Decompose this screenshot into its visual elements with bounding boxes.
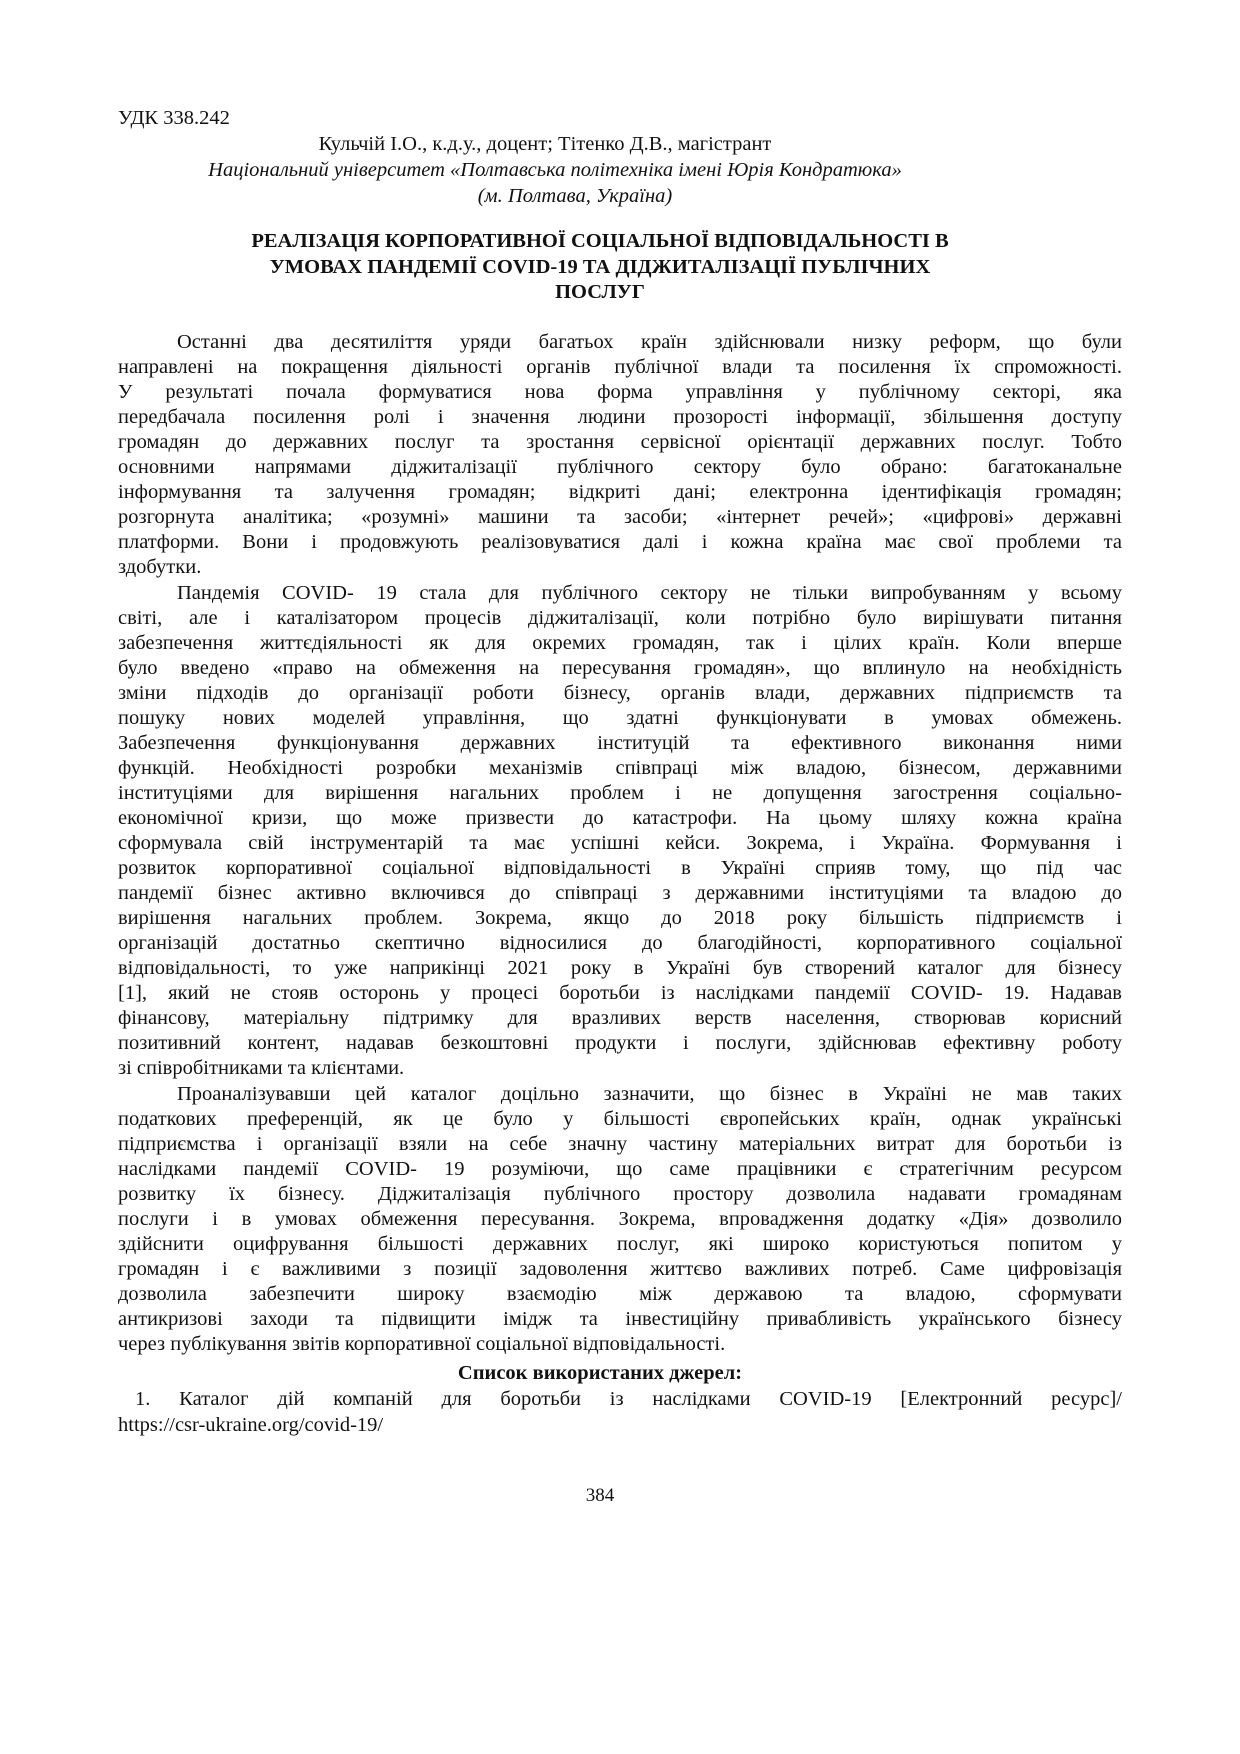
paragraph-line: інформування та залучення громадян; відкриті дані; електронна ідентифікація громадян; xyxy=(118,481,1122,504)
paragraph-line: наслідками пандемії COVID- 19 розуміючи, що саме працівники є стратегічним ресурсом xyxy=(118,1157,1122,1180)
paragraph-line: сформувала свій інструментарій та має успішні кейси. Зокрема, і Україна. Формування і xyxy=(118,832,1122,854)
paragraph-line: інституціями для вирішення нагальних проблем і не допущення загострення соціально- xyxy=(118,781,1122,804)
paragraph-line: податкових преференцій, як це було у більшості європейських країн, однак українські xyxy=(118,1107,1122,1130)
paragraph-line: розвитку їх бізнесу. Діджиталізація публічного простору дозволила надавати громадянам xyxy=(118,1182,1122,1205)
paragraph-line: вирішення нагальних проблем. Зокрема, якщо до 2018 року більшість підприємств і xyxy=(118,907,1122,930)
paragraph-line: передбачала посилення ролі і значення людини прозорості інформації, збільшення доступу xyxy=(118,406,1122,429)
paragraph-line: підприємства і організації взяли на себе значну частину матеріальних витрат для боротьби із xyxy=(118,1132,1122,1155)
paragraph-line: дозволила забезпечити широку взаємодію між державою та владою, сформувати xyxy=(118,1282,1122,1305)
paragraph-line: громадян і є важливими з позиції задоволення життєво важливих потреб. Саме цифровізація xyxy=(118,1257,1122,1280)
title-line: УМОВАХ ПАНДЕМІЇ COVID-19 ТА ДІДЖИТАЛІЗАЦІЇ ПУБЛІЧНИХ xyxy=(269,255,931,278)
paragraph-line: здобутки. xyxy=(118,556,202,579)
reference-link[interactable]: https://csr-ukraine.org/covid-19/ xyxy=(118,1414,384,1436)
paragraph-line: Останні два десятиліття уряди багатьох країн здійснювали низку реформ, що були xyxy=(177,331,1122,353)
title-line: РЕАЛІЗАЦІЯ КОРПОРАТИВНОЇ СОЦІАЛЬНОЇ ВІДПОВІДАЛЬНОСТІ В xyxy=(251,230,949,252)
city: (м. Полтава, Україна) xyxy=(477,185,673,207)
paragraph-line: антикризові заходи та підвищити імідж та інвестиційну привабливість українського бізнесу xyxy=(118,1307,1122,1330)
paragraph-line: У результаті почала формуватися нова форма управління у публічному секторі, яка xyxy=(118,381,1122,404)
paragraph-line: основними напрямами діджиталізації публічного сектору було обрано: багатоканальне xyxy=(118,456,1122,479)
paragraph-line: світі, але і каталізатором процесів діджиталізації, коли потрібно було вирішувати питання xyxy=(118,606,1122,629)
paragraph-line: громадян до державних послуг та зростання сервісної орієнтації державних послуг. Тобто xyxy=(118,431,1122,454)
paragraph-line: Пандемія COVID- 19 стала для публічного сектору не тільки випробуванням у всьому xyxy=(177,581,1122,604)
udc-code: УДК 338.242 xyxy=(118,107,230,129)
paragraph-line: зі співробітниками та клієнтами. xyxy=(118,1057,405,1080)
paragraph-line: було введено «право на обмеження на пересування громадян», що вплинуло на необхідність xyxy=(118,656,1122,679)
affiliation: Національний університет «Полтавська політехніка імені Юрія Кондратюка» xyxy=(208,159,902,181)
paragraph-line: забезпечення життєдіяльності як для окремих громадян, так і цілих країн. Коли вперше xyxy=(118,631,1122,654)
title-line: ПОСЛУГ xyxy=(555,281,645,303)
paragraph-line: організацій достатньо скептично відносилися до благодійності, корпоративного соціальної xyxy=(118,932,1122,955)
paragraph-line: пандемії бізнес активно включився до співпраці з державними інституціями та владою до xyxy=(118,882,1122,905)
paragraph-line: здійснити оцифрування більшості державних послуг, які широко користуються попитом у xyxy=(118,1232,1122,1255)
paragraph-line: фінансову, матеріальну підтримку для вразливих верств населення, створював корисний xyxy=(118,1007,1122,1030)
paragraph-line: зміни підходів до організації роботи бізнесу, органів влади, державних підприємств та xyxy=(118,681,1122,704)
paragraph-line: розвиток корпоративної соціальної відповідальності в Україні сприяв тому, що під час xyxy=(118,857,1122,880)
paragraph-line: послуги і в умовах обмеження пересування. Зокрема, впровадження додатку «Дія» дозволило xyxy=(118,1207,1122,1230)
paragraph-line: Проаналізувавши цей каталог доцільно зазначити, що бізнес в Україні не мав таких xyxy=(177,1082,1122,1105)
paragraph-line: через публікування звітів корпоративної соціальної відповідальності. xyxy=(118,1333,726,1355)
references-heading: Список використаних джерел: xyxy=(457,1362,743,1384)
reference-item: 1. Каталог дій компаній для боротьби із наслідками COVID-19 [Електронний ресурс]/ xyxy=(135,1388,1122,1410)
paragraph-line: відповідальності, то уже наприкінці 2021 року в Україні був створений каталог для бізнесу xyxy=(118,957,1122,980)
paragraph-line: направлені на покращення діяльності органів публічної влади та посилення їх спроможності. xyxy=(118,356,1122,379)
paragraph-line: [1], який не стояв осторонь у процесі боротьби із наслідками пандемії COVID- 19. Надавав xyxy=(118,982,1122,1005)
paragraph-line: Забезпечення функціонування державних інституцій та ефективного виконання ними xyxy=(118,731,1122,754)
paragraph-line: пошуку нових моделей управління, що здатні функціонувати в умовах обмежень. xyxy=(118,706,1122,729)
paragraph-line: розгорнута аналітика; «розумні» машини та засоби; «інтернет речей»; «цифрові» державні xyxy=(118,506,1122,529)
paragraph-line: позитивний контент, надавав безкоштовні продукти і послуги, здійснював ефективну роботу xyxy=(118,1032,1122,1055)
paragraph-line: функцій. Необхідності розробки механізмів співпраці між владою, бізнесом, державними xyxy=(118,756,1122,779)
paragraph-line: економічної кризи, що може призвести до катастрофи. На цьому шляху кожна країна xyxy=(118,806,1122,829)
page-number: 384 xyxy=(585,1485,615,1506)
paragraph-line: платформи. Вони і продовжують реалізовуватися далі і кожна країна має свої проблеми та xyxy=(118,531,1122,554)
authors: Кульчій І.О., к.д.у., доцент; Тітенко Д.В., магістрант xyxy=(318,133,772,155)
